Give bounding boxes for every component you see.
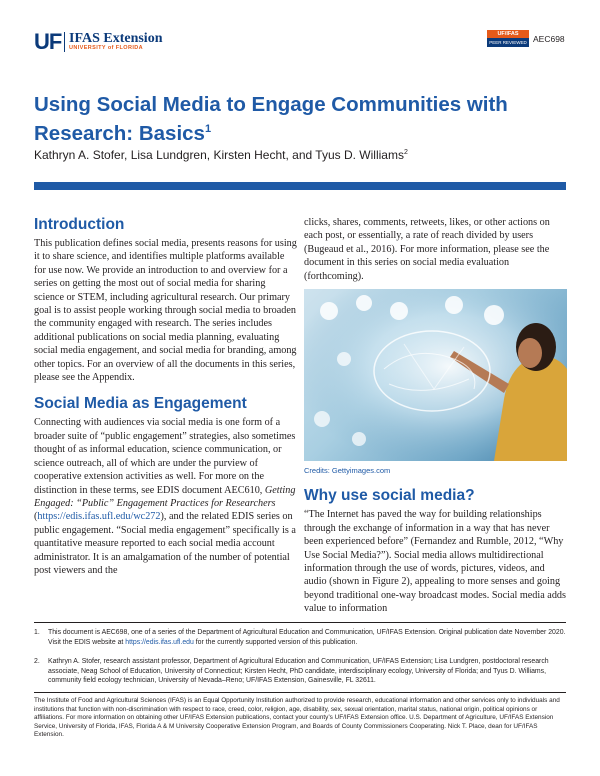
footnote-2-number: 2. <box>34 658 40 665</box>
social-icon-bubble-6 <box>314 411 330 427</box>
disclaimer-divider <box>34 692 566 693</box>
social-icon-bubble-7 <box>352 432 366 446</box>
badge-top-label: UF/IFAS <box>487 30 529 38</box>
why-social-media-paragraph: “The Internet has paved the way for building relationships through the exchange of information in a way that has never been experienced before” (Fernandez and Rumble, 2012, “Why Use Social Media?”). Social media allows multidirectional information through the use of words, pictures, videos, and audio (shown in Figure 2), appealing to more senses and going beyond traditional one-way broadcast modes. Social media adds value to information <box>304 509 566 615</box>
title-divider-bar <box>34 182 566 190</box>
introduction-paragraph: This publication defines social media, presents reasons for using it to share science, and identifies multiple platforms available for use now. We provide an introduction to and overview for a series on getting the most out of social media for sharing science or STEM, including agricultural research. Our primary goal is to assist people working through social media to broaden the community engaged with research. The series includes additional publications on social media planning, evaluating social media engagement, and social media for branding, among other topics. For an overview of all the documents in this series, please see the Appendix. <box>34 238 297 384</box>
engagement-text-1: Connecting with audiences via social media is one form of a broader suite of “public engagement” strategies, also sometimes thought of as informal education, science communication, or science outreach, all of which are under the purview of cooperative extension activities as well. For more on the distinction in these terms, see EDIS document AEC610, <box>34 417 296 496</box>
footnote-1 <box>34 628 566 647</box>
edis-website-link[interactable]: https://edis.ifas.ufl.edu <box>125 638 194 646</box>
engagement-text-3: ), and the related EDIS series on public engagement. “Social media engagement” specifically is a quantitative measure reported to each social media account administrator. It is an amalgamation of the number of potential post viewers and the <box>34 511 296 576</box>
engagement-heading: Social Media as Engagement <box>34 395 247 413</box>
logo-separator <box>64 32 65 52</box>
logo-ifas-text: IFAS Extension <box>69 31 163 46</box>
engagement-paragraph <box>34 416 297 577</box>
document-title <box>34 92 554 146</box>
footnote-divider <box>34 622 566 623</box>
footnote-1-number: 1. <box>34 629 40 636</box>
why-social-media-heading: Why use social media? <box>304 487 475 505</box>
badge-bottom-label: PEER REVIEWED <box>487 38 529 47</box>
engagement-text-2: ( <box>34 511 38 523</box>
social-media-photo <box>304 289 567 461</box>
logo-uf-mark: UF <box>34 29 62 54</box>
peer-reviewed-badge <box>487 30 529 47</box>
authors-text: Kathryn A. Stofer, Lisa Lundgren, Kirsten Hecht, and Tyus D. Williams <box>34 148 404 162</box>
edis-document-title: Getting Engaged: “Public” Engagement Practices for Researchers <box>34 484 296 509</box>
social-icon-bubble-2 <box>356 295 372 311</box>
left-column <box>34 216 297 577</box>
footnote-1-text-b: for the currently supported version of this publication. <box>193 638 358 646</box>
photo-credit: Credits: Gettyimages.com <box>304 466 391 476</box>
ifas-disclaimer: The Institute of Food and Agricultural Sciences (IFAS) is an Equal Opportunity Institution authorized to provide research, educational information and other services only to individuals and institutions that function with non-discrimination with respect to race, creed, color, religion, age, disability, sex, sexual orientation, marital status, national origin, political opinions or affiliations. For more information on obtaining other UF/IFAS Extension publications, contact your county’s UF/IFAS Extension office. U.S. Department of Agriculture, UF/IFAS Extension Service, University of Florida, IFAS, Florida A & M University Cooperative Extension Program, and Boards of County Commissioners Cooperating. Nick T. Place, dean for UF/IFAS Extension. <box>34 697 560 739</box>
social-icon-bubble-1 <box>320 302 338 320</box>
title-footnote-marker: 1 <box>204 123 212 135</box>
social-icon-bubble-3 <box>390 302 408 320</box>
footnote-1-text <box>48 628 566 647</box>
footnote-1-text-a: This document is AEC698, one of a series of the Department of Agricultural Education and Communication, UF/IFAS Extension. Original publication date November 2020. Visit the EDIS website at <box>48 629 566 646</box>
footnote-2-text: Kathryn A. Stofer, research assistant professor, Department of Agricultural Education and Communication, UF/IFAS Extension; Lisa Lundgren, postdoctoral research associate, Neag School of Education, University of Connecticut; Kirsten Hecht, PhD candidate, interdisciplinary ecology, University of Florida; and Tyus D. Williams, community field ecology technician, University of Nevada–Reno; UF/IFAS Extension, Gainesville, FL 32611. <box>48 658 549 684</box>
social-icon-bubble-4 <box>445 296 463 314</box>
right-column <box>304 216 567 616</box>
social-icon-bubble-5 <box>484 305 504 325</box>
edis-wc272-link[interactable]: https://edis.ifas.ufl.edu/wc272 <box>37 511 161 523</box>
social-icon-bubble-8 <box>337 352 351 366</box>
logo-university-text: UNIVERSITY of FLORIDA <box>69 45 143 51</box>
authors-footnote-marker: 2 <box>403 149 408 156</box>
footnote-2 <box>34 657 566 686</box>
document-title-text: Using Social Media to Engage Communities with Research: Basics <box>34 93 508 145</box>
publication-number: AEC698 <box>533 34 565 44</box>
engagement-continued-paragraph: clicks, shares, comments, retweets, likes, or other actions on each post, or essentially, a rate of reach divided by users (Bugeaud et al., 2016). For more information, please see the document in this series on social media evaluation (forthcoming). <box>304 217 550 282</box>
introduction-heading: Introduction <box>34 216 125 233</box>
authors-line <box>34 148 408 162</box>
photo-illustration <box>304 289 567 461</box>
